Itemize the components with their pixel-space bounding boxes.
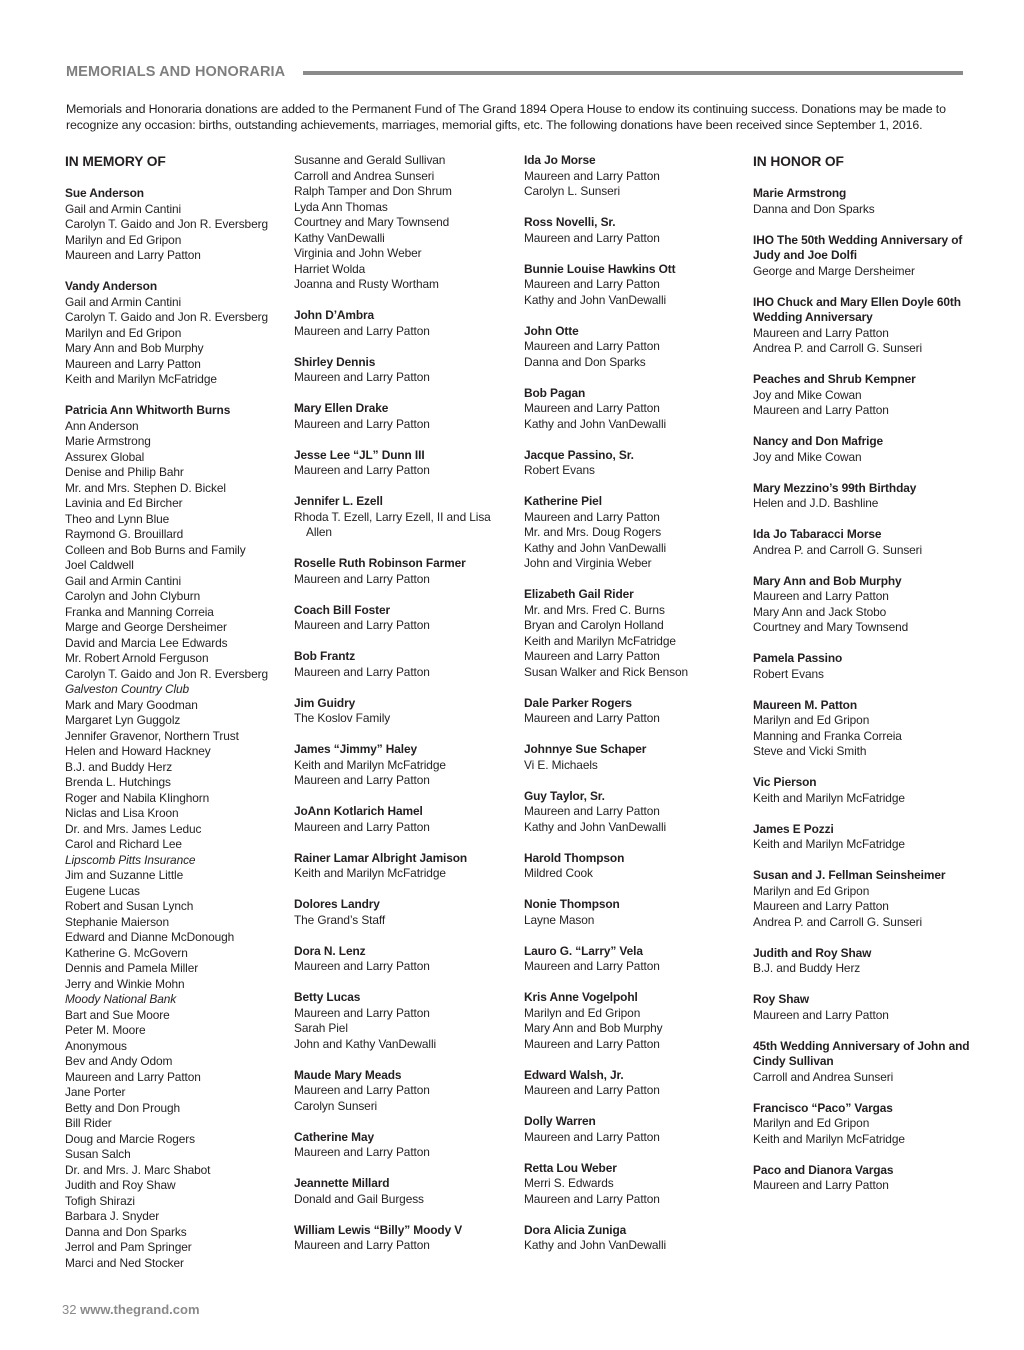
donor-name: Andrea P. and Carroll G. Sunseri [753,914,923,929]
entry [524,448,748,479]
entry [524,1114,748,1145]
page-number: 32 [62,1302,77,1317]
donor-name: Maureen and Larry Patton [524,959,660,973]
donor-name: Marilyn and Ed Gripon [753,1116,870,1130]
entry [294,851,518,882]
donor-name: David and Marcia Lee Edwards [65,635,228,650]
donor-name: Colleen and Bob Burns and Family [65,542,246,557]
entry-title: Ross Novelli, Sr. [524,215,616,229]
entry-title: Jeannette Millard [294,1176,390,1190]
entry-title: Francisco “Paco” Vargas [753,1100,893,1115]
donor-name: Courtney and Mary Townsend [753,620,909,634]
entry [753,295,977,357]
donor-name: Edward and Dianne McDonough [65,930,235,944]
column-1 [65,153,289,1287]
entry-title: Jesse Lee “JL” Dunn III [294,447,425,462]
column-2 [294,153,518,1269]
donor-name: Mr. and Mrs. Stephen D. Bickel [65,480,226,495]
entry [524,851,748,882]
entry [753,1039,977,1086]
entry-title: Jennifer L. Ezell [294,494,383,508]
entry-title: James “Jimmy” Haley [294,742,418,756]
donor-name: Gail and Armin Cantini [65,573,182,588]
donor-name: Helen and J.D. Bashline [753,496,879,510]
entry [65,403,289,1271]
entry-title: Vic Pierson [753,775,817,789]
donor-name: Niclas and Lisa Kroon [65,806,179,820]
donor-name: Maureen and Larry Patton [294,323,430,338]
entry-title: Susan and J. Fellman Seinsheimer [753,868,946,882]
donor-name: Betty and Don Prough [65,1100,181,1115]
donor-name: Rhoda T. Ezell, Larry Ezell, II and Lisa Allen [294,509,491,539]
donor-name: Eugene Lucas [65,883,140,898]
entry-title: Marie Armstrong [753,186,847,200]
entry-title: Catherine May [294,1129,374,1144]
entry-title: Roy Shaw [753,992,810,1006]
entry-title: IHO Chuck and Mary Ellen Doyle 60th Wedding Anniversary [753,294,961,324]
entry [294,1068,518,1115]
donor-name: Steve and Vicki Smith [753,744,867,758]
donor-name: Dr. and Mrs. James Leduc [65,821,202,836]
donor-name: Maureen and Larry Patton [294,1145,430,1159]
entry [65,186,289,264]
donor-name: Danna and Don Sparks [753,201,875,216]
donor-name: Ann Anderson [65,418,139,433]
donor-name: Maureen and Larry Patton [294,819,430,834]
donor-name: Mildred Cook [524,866,593,880]
donor-name: Maureen and Larry Patton [524,649,660,663]
donor-name: Maureen and Larry Patton [294,959,430,973]
donor-name: Carolyn and John Clyburn [65,589,201,603]
donor-name: Anonymous [65,1038,127,1053]
donor-name: Susanne and Gerald Sullivan [294,153,446,167]
donor-name: Lavinia and Ed Bircher [65,496,183,510]
entry-title: Bob Pagan [524,385,586,400]
entry [753,434,977,465]
entry [524,215,748,246]
donor-name: Maureen and Larry Patton [524,230,660,245]
entry-title: John D’Ambra [294,308,375,322]
entry [524,944,748,975]
donor-name: Mary Ann and Bob Murphy [524,1021,663,1035]
entry [294,355,518,386]
donor-name: Bart and Sue Moore [65,1007,170,1022]
donor-name: George and Marge Dersheimer [753,263,915,278]
entry-title: Nancy and Don Mafrige [753,434,884,448]
donor-name: Susan Walker and Rick Benson [524,664,688,679]
donor-name: Kathy and John VanDewalli [524,292,667,307]
donor-name: Kathy and John VanDewalli [524,540,667,555]
entry-title: Elizabeth Gail Rider [524,587,634,601]
entry [753,1101,977,1148]
donor-name: Carolyn L. Sunseri [524,184,621,198]
donor-name: Andrea P. and Carroll G. Sunseri [753,542,923,557]
entry-title: Ida Jo Morse [524,153,596,167]
donor-name: Maureen and Larry Patton [753,899,889,913]
entry [294,308,518,339]
donor-name: Gail and Armin Cantini [65,294,182,309]
donor-name: Maureen and Larry Patton [65,1069,201,1084]
entry [524,696,748,727]
donor-name: Maureen and Larry Patton [524,804,660,818]
donor-name: Carolyn Sunseri [294,1098,378,1113]
entry [753,698,977,760]
donor-name: Keith and Marilyn McFatridge [524,633,676,648]
donor-name: Maureen and Larry Patton [294,571,430,586]
donor-name: Maureen and Larry Patton [524,277,660,291]
donor-name: Jane Porter [65,1085,126,1099]
donor-name: Mark and Mary Goodman [65,697,198,712]
entry [753,574,977,636]
donor-name: Lyda Ann Thomas [294,199,388,214]
entry-title: Maude Mary Meads [294,1067,402,1082]
entry [753,527,977,558]
entry-title: Dale Parker Rogers [524,695,632,710]
donor-name: Andrea P. and Carroll G. Sunseri [753,341,923,355]
entry-title: Lauro G. “Larry” Vela [524,943,643,958]
entry-title: Ida Jo Tabaracci Morse [753,527,882,541]
donor-name: Maureen and Larry Patton [524,401,660,415]
page-footer [62,1302,200,1317]
donor-name: Maureen and Larry Patton [524,711,660,725]
entry [294,1223,518,1254]
entry-title: Nonie Thompson [524,897,620,911]
donor-name: Marilyn and Ed Gripon [753,713,870,727]
donor-name: Carolyn T. Gaido and Jon R. Eversberg [65,666,268,681]
donor-name: Joy and Mike Cowan [753,387,862,402]
donor-name: Maureen and Larry Patton [294,1005,430,1020]
donor-name: Gail and Armin Cantini [65,201,182,216]
entry [294,448,518,479]
donor-name: Jennifer Gravenor, Northern Trust [65,728,239,743]
entry-title: Jacque Passino, Sr. [524,447,634,462]
entry [294,556,518,587]
donor-name: Marilyn and Ed Gripon [65,325,182,340]
donor-name: Maureen and Larry Patton [524,339,660,353]
entry [294,1176,518,1207]
entry [753,946,977,977]
entry-title: Patricia Ann Whitworth Burns [65,403,231,417]
entry [294,742,518,789]
donor-name: Donald and Gail Burgess [294,1191,424,1206]
donor-name: Keith and Marilyn McFatridge [753,837,905,851]
donor-name: Marge and George Dersheimer [65,620,227,634]
donor-name: Franka and Manning Correia [65,604,214,619]
entry [753,186,977,217]
donor-name: Joanna and Rusty Wortham [294,277,439,291]
entry [753,233,977,280]
entry [65,279,289,388]
entry [753,1163,977,1194]
donor-name: The Grand’s Staff [294,912,386,927]
entry-title: Shirley Dennis [294,354,376,369]
donor-name: Jerry and Winkie Mohn [65,976,185,991]
website-link[interactable]: www.thegrand.com [80,1302,200,1317]
entry-title: Betty Lucas [294,990,361,1004]
entry-title: Mary Ann and Bob Murphy [753,573,902,588]
donor-name: Peter M. Moore [65,1023,146,1037]
donor-name: Kathy VanDewalli [294,230,385,245]
donor-name: Mary Ann and Bob Murphy [65,341,204,355]
donor-name: Maureen and Larry Patton [294,664,430,679]
entry-title: James E Pozzi [753,821,834,836]
donor-name: Harriet Wolda [294,261,366,276]
entry [524,1068,748,1099]
donor-name: Doug and Marcie Rogers [65,1131,195,1146]
donor-name: Maureen and Larry Patton [753,403,889,417]
donor-name: Maureen and Larry Patton [524,1083,660,1097]
donor-name: B.J. and Buddy Herz [65,759,173,774]
entry [753,868,977,930]
donor-name: Keith and Marilyn McFatridge [294,757,446,772]
donor-name: Dennis and Pamela Miller [65,961,199,975]
entry-title: Rainer Lamar Albright Jamison [294,850,468,865]
entry-title: Harold Thompson [524,850,625,865]
entry [524,324,748,371]
donor-name: Carroll and Andrea Sunseri [753,1069,894,1084]
donor-name: B.J. and Buddy Herz [753,961,861,975]
entry [524,1161,748,1208]
donor-name: John and Kathy VanDewalli [294,1036,437,1051]
entry [294,649,518,680]
entry-title: Sue Anderson [65,186,144,200]
entry [524,1223,748,1254]
donor-name: Kathy and John VanDewalli [524,416,667,431]
donor-name: Galveston Country Club [65,682,190,696]
entry [294,897,518,928]
donor-name: Dr. and Mrs. J. Marc Shabot [65,1162,211,1177]
entry [294,990,518,1052]
donor-name: Roger and Nabila KIinghorn [65,790,210,805]
entry-title: Bob Frantz [294,649,356,663]
entry [294,153,518,293]
section-title: MEMORIALS AND HONORARIA [66,64,286,80]
donor-name: Helen and Howard Hackney [65,744,211,758]
donor-name: Maureen and Larry Patton [294,463,430,477]
entry [294,1130,518,1161]
entry [294,944,518,975]
section-heading: IN HONOR OF [753,154,844,169]
section-heading: IN MEMORY OF [65,154,166,169]
entry [294,603,518,634]
donor-name: Margaret Lyn Guggolz [65,713,181,727]
entry-title: Paco and Dianora Vargas [753,1162,894,1177]
donor-name: Robert Evans [753,666,824,681]
column-4 [753,153,977,1209]
entry [524,386,748,433]
donor-name: Maureen and Larry Patton [753,325,889,340]
donor-name: Maureen and Larry Patton [294,1238,430,1252]
donor-name: Maureen and Larry Patton [524,1036,660,1051]
donor-name: Bryan and Carolyn Holland [524,618,664,632]
donor-name: Jerrol and Pam Springer [65,1240,192,1254]
entry [753,481,977,512]
donor-name: Vi E. Michaels [524,757,598,772]
entry [753,775,977,806]
entry [524,262,748,309]
donor-name: Ralph Tamper and Don Shrum [294,184,452,198]
entry [524,587,748,680]
donor-name: Virginia and John Weber [294,246,422,260]
donor-name: Manning and Franka Correia [753,728,902,743]
donor-name: Raymond G. Brouillard [65,527,184,541]
entry [524,494,748,572]
donor-name: Marilyn and Ed Gripon [65,232,182,247]
entry-title: William Lewis “Billy” Moody V [294,1222,463,1237]
donor-name: Courtney and Mary Townsend [294,215,450,229]
entry-title: Guy Taylor, Sr. [524,788,605,803]
entry-title: Pamela Passino [753,651,843,665]
entry-title: Peaches and Shrub Kempner [753,372,916,386]
entry [294,494,518,541]
donor-name: Maureen and Larry Patton [524,1129,660,1144]
donor-name: Maureen and Larry Patton [294,773,430,787]
donor-name: Stephanie Maierson [65,914,169,929]
entry [753,372,977,419]
donor-name: Kathy and John VanDewalli [524,1238,667,1252]
donor-name: Carol and Richard Lee [65,837,182,851]
entry-title: John Otte [524,323,579,338]
entry-title: Maureen M. Patton [753,697,858,712]
entry [294,696,518,727]
entry [524,897,748,928]
entry-title: Dolly Warren [524,1114,596,1128]
intro-paragraph: Memorials and Honoraria donations are added to the Permanent Fund of The Grand 1894 Opera House to endow its continuing success. Donations may be made to recognize any occasion: births, outstanding achievements, marriages, memorial gifts, etc. The following donations have been received since September 1, 2016. [66,102,946,132]
donor-name: Merri S. Edwards [524,1176,614,1190]
donor-name: Carolyn T. Gaido and Jon R. Eversberg [65,217,268,231]
donor-name: Carolyn T. Gaido and Jon R. Eversberg [65,310,268,324]
entry-title: Katherine Piel [524,494,602,508]
donor-name: Robert and Susan Lynch [65,899,194,913]
entry-title: Dora Alicia Zuniga [524,1222,627,1237]
donor-name: Tofigh Shirazi [65,1193,135,1208]
donor-name: Maureen and Larry Patton [294,370,430,384]
donor-name: Jim and Suzanne Little [65,868,184,882]
entry [753,822,977,853]
donor-name: Maureen and Larry Patton [294,416,430,431]
entry-title: Johnnye Sue Schaper [524,742,647,756]
donor-name: Brenda L. Hutchings [65,775,171,789]
donor-name: Assurex Global [65,449,145,464]
donor-name: Danna and Don Sparks [524,354,646,369]
donor-name: Keith and Marilyn McFatridge [294,866,446,880]
entry [753,992,977,1023]
entry-title: Mary Mezzino’s 99th Birthday [753,480,917,495]
donor-name: John and Virginia Weber [524,556,652,570]
donor-name: Theo and Lynn Blue [65,511,170,526]
entry-title: Edward Walsh, Jr. [524,1067,624,1082]
donor-name: Mr. and Mrs. Fred C. Burns [524,602,665,617]
donor-name: Bill Rider [65,1116,112,1130]
entry-title: IHO The 50th Wedding Anniversary of Judy and Joe Dolfi [753,232,963,262]
donor-name: Lipscomb Pitts Insurance [65,852,196,867]
donor-name: Danna and Don Sparks [65,1224,187,1239]
donor-name: Maureen and Larry Patton [753,589,889,603]
entry-title: Judith and Roy Shaw [753,945,872,960]
donor-name: Maureen and Larry Patton [294,618,430,632]
donor-name: Barbara J. Snyder [65,1209,160,1223]
donor-name: Denise and Philip Bahr [65,465,184,479]
entry-title: JoAnn Kotlarich Hamel [294,804,423,818]
entry-title: Retta Lou Weber [524,1160,617,1175]
donor-name: Marilyn and Ed Gripon [524,1005,641,1020]
donor-name: Keith and Marilyn McFatridge [753,1131,905,1146]
entry-title: Bunnie Louise Hawkins Ott [524,261,676,276]
entry [294,804,518,835]
donor-name: Layne Mason [524,912,595,927]
column-3 [524,153,748,1269]
donor-name: Mary Ann and Jack Stobo [753,604,887,619]
entry-title: Dolores Landry [294,897,380,911]
entry-title: Mary Ellen Drake [294,401,389,415]
entry-title: Dora N. Lenz [294,943,366,958]
donor-name: Robert Evans [524,463,595,477]
entry [524,789,748,836]
entry-title: Vandy Anderson [65,279,157,293]
donor-name: Maureen and Larry Patton [65,356,201,371]
donor-name: Keith and Marilyn McFatridge [65,372,217,386]
entry-title: 45th Wedding Anniversary of John and Cindy Sullivan [753,1038,970,1068]
entry [294,401,518,432]
donor-name: Mr. and Mrs. Doug Rogers [524,525,662,539]
entry-title: Coach Bill Foster [294,602,391,617]
header-rule [303,71,963,75]
donor-name: Maureen and Larry Patton [294,1083,430,1097]
donor-name: Joy and Mike Cowan [753,449,862,464]
donor-name: Maureen and Larry Patton [753,1178,889,1192]
donor-name: Bev and Andy Odom [65,1054,173,1068]
donor-name: Mr. Robert Arnold Ferguson [65,651,209,665]
entry-title: Roselle Ruth Robinson Farmer [294,556,466,570]
donor-name: Maureen and Larry Patton [524,509,660,524]
page-header [66,62,963,82]
donor-name: Marci and Ned Stocker [65,1255,184,1270]
donor-name: Susan Salch [65,1147,131,1161]
entry [753,651,977,682]
entry [524,990,748,1052]
entry [524,742,748,773]
donor-name: Katherine G. McGovern [65,945,188,960]
donor-name: Kathy and John VanDewalli [524,819,667,834]
donor-name: Maureen and Larry Patton [524,1191,660,1206]
entry [524,153,748,200]
donor-name: The Koslov Family [294,711,391,725]
donor-name: Maureen and Larry Patton [753,1007,889,1022]
donor-name: Marie Armstrong [65,434,151,448]
donor-name: Carroll and Andrea Sunseri [294,168,435,183]
donor-name: Maureen and Larry Patton [524,168,660,183]
donor-name: Keith and Marilyn McFatridge [753,790,905,805]
donor-name: Moody National Bank [65,992,177,1006]
donor-name: Judith and Roy Shaw [65,1178,176,1192]
donor-name: Marilyn and Ed Gripon [753,883,870,898]
donor-name: Maureen and Larry Patton [65,248,201,262]
donor-name: Sarah Piel [294,1021,348,1035]
entry-title: Jim Guidry [294,695,356,710]
donor-name: Joel Caldwell [65,558,134,572]
entry-title: Kris Anne Vogelpohl [524,990,638,1004]
